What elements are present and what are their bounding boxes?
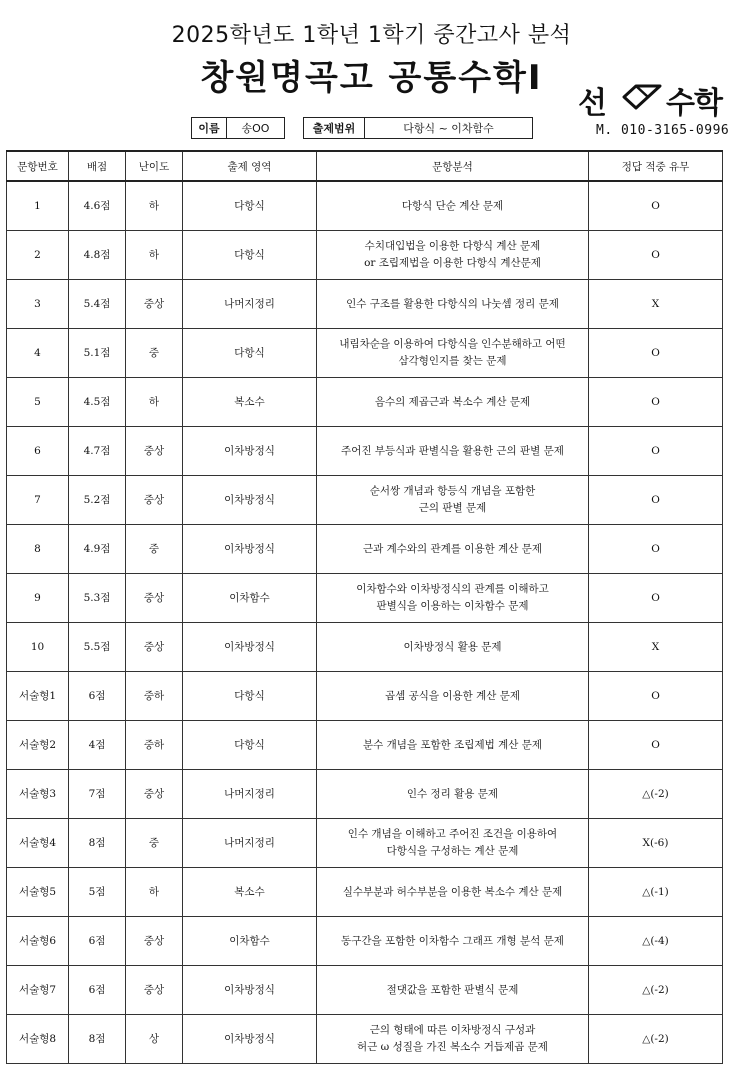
question-number: 서술형5 [7,868,69,917]
result-cell: O [589,672,723,721]
difficulty-cell: 중 [126,819,183,868]
result-cell: △(-2) [589,1015,723,1064]
book-icon [622,84,662,110]
header-score: 배점 [69,151,126,181]
analysis-cell [317,721,589,770]
result-cell: O [589,427,723,476]
info-bar [191,117,533,139]
result-cell: O [589,721,723,770]
analysis-table [6,150,723,1064]
question-number: 서술형3 [7,770,69,819]
analysis-cell [317,427,589,476]
question-number: 4 [7,329,69,378]
result-cell: △(-1) [589,868,723,917]
difficulty-cell: 중 [126,329,183,378]
analysis-line: 근의 판별 문제 [418,502,487,514]
score-cell: 5점 [69,868,126,917]
table-row [7,917,723,966]
question-number: 8 [7,525,69,574]
analysis-line: 인수 정리 활용 문제 [406,787,499,800]
table-row [7,770,723,819]
analysis-cell [317,329,589,378]
result-cell: X [589,280,723,329]
analysis-line: 주어진 부등식과 판별식을 활용한 근의 판별 문제 [341,444,564,457]
range-label: 출제범위 [303,117,365,139]
header-no: 문항번호 [7,151,69,181]
result-cell: △(-2) [589,770,723,819]
analysis-line: 근과 계수와의 관계를 이용한 계산 문제 [363,542,542,555]
analysis-line: 판별식을 이용하는 이차함수 문제 [376,600,529,612]
analysis-line: 곱셈 공식을 이용한 계산 문제 [384,689,521,702]
analysis-cell [317,181,589,231]
analysis-line: 근의 형태에 따른 이차방정식 구성과 [369,1024,536,1036]
brand-logo [578,80,738,121]
table-row [7,574,723,623]
result-cell: O [589,231,723,280]
area-cell: 이차방정식 [183,525,317,574]
score-cell: 5.2점 [69,476,126,525]
analysis-cell [317,917,589,966]
analysis-line: 동구간을 포함한 이차함수 그래프 개형 분석 문제 [341,934,564,947]
analysis-cell [317,623,589,672]
question-number: 서술형6 [7,917,69,966]
result-cell: O [589,476,723,525]
table-row [7,329,723,378]
analysis-line: 다항식 단순 계산 문제 [401,199,504,212]
brand-text-right: 수학 [666,86,722,121]
analysis-cell [317,574,589,623]
analysis-line: 순서쌍 개념과 항등식 개념을 포함한 [369,485,536,497]
table-row [7,181,723,231]
result-cell: X [589,623,723,672]
question-number: 6 [7,427,69,476]
score-cell: 7점 [69,770,126,819]
area-cell: 이차함수 [183,917,317,966]
area-cell: 다항식 [183,231,317,280]
area-cell: 이차방정식 [183,1015,317,1064]
table-row [7,1015,723,1064]
question-number: 서술형2 [7,721,69,770]
analysis-line: 실수부분과 허수부분을 이용한 복소수 계산 문제 [342,885,563,898]
area-cell: 복소수 [183,868,317,917]
analysis-line: 인수 구조를 활용한 다항식의 나눗셈 정리 문제 [346,297,559,310]
area-cell: 다항식 [183,672,317,721]
difficulty-cell: 중하 [126,672,183,721]
result-cell: O [589,574,723,623]
score-cell: 5.3점 [69,574,126,623]
brand-text-left: 선 [578,86,606,121]
analysis-line: or 조립제법을 이용한 다항식 계산문제 [364,257,541,269]
area-cell: 이차방정식 [183,427,317,476]
question-number: 7 [7,476,69,525]
difficulty-cell: 하 [126,868,183,917]
analysis-cell [317,966,589,1015]
table-row [7,721,723,770]
analysis-line: 삼각형인지를 찾는 문제 [398,355,507,367]
result-cell: O [589,378,723,427]
area-cell: 나머지정리 [183,280,317,329]
result-cell: O [589,525,723,574]
area-cell: 이차방정식 [183,966,317,1015]
question-number: 서술형7 [7,966,69,1015]
score-cell: 4.5점 [69,378,126,427]
difficulty-cell: 중상 [126,770,183,819]
area-cell: 이차방정식 [183,476,317,525]
result-cell: O [589,329,723,378]
score-cell: 4.7점 [69,427,126,476]
question-number: 5 [7,378,69,427]
analysis-line: 이차함수와 이차방정식의 관계를 이해하고 [356,583,549,595]
score-cell: 6점 [69,672,126,721]
analysis-cell [317,280,589,329]
score-cell: 4점 [69,721,126,770]
area-cell: 나머지정리 [183,770,317,819]
area-cell: 이차함수 [183,574,317,623]
analysis-cell [317,476,589,525]
analysis-line: 인수 개념을 이해하고 주어진 조건을 이용하여 [347,828,558,840]
difficulty-cell: 하 [126,231,183,280]
area-cell: 다항식 [183,721,317,770]
difficulty-cell: 중상 [126,623,183,672]
analysis-cell [317,868,589,917]
question-number: 서술형1 [7,672,69,721]
table-row [7,525,723,574]
header-result: 정답 적중 유무 [589,151,723,181]
table-body [7,181,723,1064]
difficulty-cell: 하 [126,181,183,231]
difficulty-cell: 중상 [126,280,183,329]
table-row [7,231,723,280]
question-number: 10 [7,623,69,672]
table-row [7,966,723,1015]
score-cell: 5.4점 [69,280,126,329]
difficulty-cell: 중하 [126,721,183,770]
difficulty-cell: 중상 [126,427,183,476]
difficulty-cell: 상 [126,1015,183,1064]
area-cell: 다항식 [183,329,317,378]
question-number: 서술형8 [7,1015,69,1064]
score-cell: 6점 [69,917,126,966]
difficulty-cell: 하 [126,378,183,427]
score-cell: 8점 [69,1015,126,1064]
analysis-cell [317,672,589,721]
table-header-row [7,151,723,181]
score-cell: 4.8점 [69,231,126,280]
question-number: 2 [7,231,69,280]
question-number: 1 [7,181,69,231]
difficulty-cell: 중상 [126,966,183,1015]
analysis-line: 수치대입법을 이용한 다항식 계산 문제 [364,240,541,252]
analysis-cell [317,819,589,868]
table-row [7,476,723,525]
result-cell: △(-2) [589,966,723,1015]
header-level: 난이도 [126,151,183,181]
area-cell: 다항식 [183,181,317,231]
result-cell: △(-4) [589,917,723,966]
result-cell: O [589,181,723,231]
page-title: 창원명곡고 공통수학Ⅰ [200,58,543,98]
table-row [7,868,723,917]
analysis-cell [317,231,589,280]
analysis-line: 내림차순을 이용하여 다항식을 인수분해하고 어떤 [339,338,566,350]
score-cell: 6점 [69,966,126,1015]
name-label: 이름 [191,117,227,139]
area-cell: 복소수 [183,378,317,427]
range-value: 다항식 ~ 이차함수 [365,117,533,139]
difficulty-cell: 중상 [126,476,183,525]
header-area: 출제 영역 [183,151,317,181]
header-analysis: 문항분석 [317,151,589,181]
difficulty-cell: 중상 [126,917,183,966]
score-cell: 5.5점 [69,623,126,672]
analysis-line: 음수의 제곱근과 복소수 계산 문제 [374,395,531,408]
table-row [7,819,723,868]
name-value: 송OO [227,117,285,139]
area-cell: 이차방정식 [183,623,317,672]
question-number: 서술형4 [7,819,69,868]
result-cell: X(-6) [589,819,723,868]
difficulty-cell: 중 [126,525,183,574]
difficulty-cell: 중상 [126,574,183,623]
table-row [7,378,723,427]
table-row [7,672,723,721]
analysis-line: 분수 개념을 포함한 조립제법 계산 문제 [363,738,542,751]
analysis-line: 다항식을 구성하는 계산 문제 [386,845,519,857]
question-number: 3 [7,280,69,329]
phone-number: M. 010-3165-0996 [596,123,730,138]
score-cell: 4.6점 [69,181,126,231]
area-cell: 나머지정리 [183,819,317,868]
question-number: 9 [7,574,69,623]
analysis-cell [317,378,589,427]
table-row [7,623,723,672]
table-row [7,280,723,329]
score-cell: 5.1점 [69,329,126,378]
table-row [7,427,723,476]
score-cell: 4.9점 [69,525,126,574]
analysis-line: 허근 ω 성질을 가진 복소수 거듭제곱 문제 [357,1041,548,1053]
score-cell: 8점 [69,819,126,868]
analysis-cell [317,1015,589,1064]
analysis-cell [317,525,589,574]
analysis-cell [317,770,589,819]
exam-subtitle: 2025학년도 1학년 1학기 중간고사 분석 [171,23,572,48]
analysis-line: 이차방정식 활용 문제 [403,640,502,653]
analysis-line: 절댓값을 포함한 판별식 문제 [386,983,519,996]
